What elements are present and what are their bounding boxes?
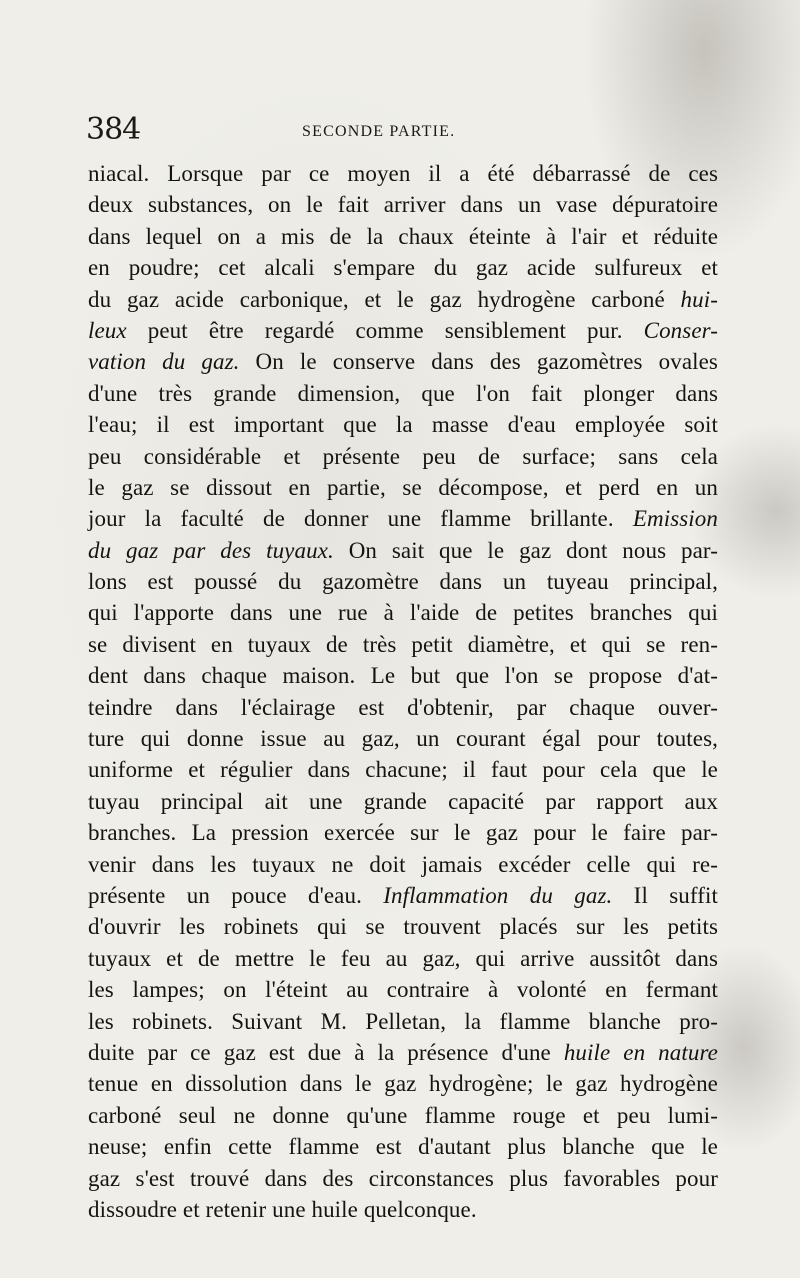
italic-run: leux (88, 317, 127, 343)
text-line (88, 472, 718, 503)
text-run: lons est poussé du gazomètre dans un tuyeau principal, (88, 569, 718, 595)
text-run: dent dans chaque maison. Le but que l'on se propose d'at- (88, 663, 718, 689)
text-line (88, 597, 718, 628)
text-run: On le conserve dans des gazomètres ovales (239, 349, 718, 375)
text-run: d'une très grande dimension, que l'on fait plonger dans (88, 380, 718, 406)
text-run: gaz s'est trouvé dans des circonstances plus favorables pour (88, 1165, 718, 1191)
text-line (88, 1163, 718, 1194)
text-line (88, 158, 718, 189)
text-line (88, 346, 718, 377)
text-run: qui l'apporte dans une rue à l'aide de petites branches qui (88, 600, 718, 626)
text-run: le gaz se dissout en partie, se décompose, et perd en un (88, 474, 718, 500)
text-line (88, 943, 718, 974)
text-line (88, 660, 718, 691)
text-run: carboné seul ne donne qu'une flamme rouge et peu lumi- (88, 1102, 718, 1128)
text-line (88, 535, 718, 566)
text-line (88, 315, 718, 346)
text-line (88, 1037, 718, 1068)
text-line (88, 284, 718, 315)
text-line (88, 849, 718, 880)
text-line (88, 1006, 718, 1037)
text-line (88, 974, 718, 1005)
text-line (88, 503, 718, 534)
text-run: du gaz acide carbonique, et le gaz hydrogène carboné (88, 286, 681, 312)
text-run: l'eau; il est important que la masse d'eau employée soit (88, 412, 718, 438)
text-line (88, 221, 718, 252)
italic-run: Conser- (643, 317, 718, 343)
text-line (88, 754, 718, 785)
text-line (88, 786, 718, 817)
page-header (86, 112, 706, 152)
italic-run: hui- (680, 286, 718, 312)
text-line (88, 1131, 718, 1162)
text-run: peu considérable et présente peu de surface; sans cela (88, 443, 718, 469)
text-run: venir dans les tuyaux ne doit jamais excéder celle qui re- (88, 851, 718, 877)
text-run: duite par ce gaz est due à la présence d'une (88, 1039, 564, 1065)
text-line (88, 441, 718, 472)
text-line (88, 189, 718, 220)
text-run: branches. La pression exercée sur le gaz pour le faire par- (88, 820, 718, 846)
text-run: tenue en dissolution dans le gaz hydrogène; le gaz hydrogène (88, 1071, 718, 1097)
text-run: Il suffit (612, 882, 718, 908)
text-line (88, 566, 718, 597)
text-line (88, 817, 718, 848)
italic-run: huile en nature (563, 1039, 718, 1065)
text-run: se divisent en tuyaux de très petit diamètre, et qui se ren- (88, 631, 718, 657)
text-line (88, 252, 718, 283)
text-run: deux substances, on le fait arriver dans un vase dépuratoire (88, 192, 718, 218)
text-line (88, 692, 718, 723)
italic-run: vation du gaz. (88, 349, 240, 375)
text-run: d'ouvrir les robinets qui se trouvent placés sur les petits (88, 914, 718, 940)
text-run: les lampes; on l'éteint au contraire à volonté en fermant (88, 977, 718, 1003)
text-line (88, 409, 718, 440)
italic-run: Emission (632, 506, 718, 532)
text-line (88, 1068, 718, 1099)
text-run: ture qui donne issue au gaz, un courant égal pour toutes, (88, 726, 718, 752)
text-run: les robinets. Suivant M. Pelletan, la flamme blanche pro- (88, 1008, 718, 1034)
italic-run: Inflammation du gaz. (383, 882, 613, 908)
text-line (88, 1100, 718, 1131)
text-line (88, 629, 718, 660)
text-run: On sait que le gaz dont nous par- (333, 537, 718, 563)
text-run: en poudre; cet alcali s'empare du gaz acide sulfureux et (88, 255, 718, 281)
text-line (88, 911, 718, 942)
text-line (88, 880, 718, 911)
italic-run: du gaz par des tuyaux. (88, 537, 334, 563)
text-run: tuyaux et de mettre le feu au gaz, qui arrive aussitôt dans (88, 945, 718, 971)
text-run: teindre dans l'éclairage est d'obtenir, par chaque ouver- (88, 694, 718, 720)
text-run: niacal. Lorsque par ce moyen il a été débarrassé de ces (88, 161, 718, 186)
text-run: tuyau principal ait une grande capacité par rapport aux (88, 788, 718, 814)
body-text (88, 158, 718, 1225)
text-run: présente un pouce d'eau. (88, 882, 384, 908)
running-head: SECONDE PARTIE. (302, 123, 456, 140)
text-run: uniforme et régulier dans chacune; il faut pour cela que le (88, 757, 718, 783)
text-line (88, 723, 718, 754)
text-line (88, 1194, 718, 1225)
text-run: jour la faculté de donner une flamme brillante. (88, 506, 633, 532)
text-run: neuse; enfin cette flamme est d'autant plus blanche que le (88, 1134, 718, 1160)
text-run: dans lequel on a mis de la chaux éteinte à l'air et réduite (88, 223, 718, 249)
text-line (88, 378, 718, 409)
text-run: dissoudre et retenir une huile quelconque. (88, 1196, 477, 1222)
text-run: peut être regardé comme sensiblement pur. (126, 317, 644, 343)
page-number: 384 (86, 112, 141, 147)
